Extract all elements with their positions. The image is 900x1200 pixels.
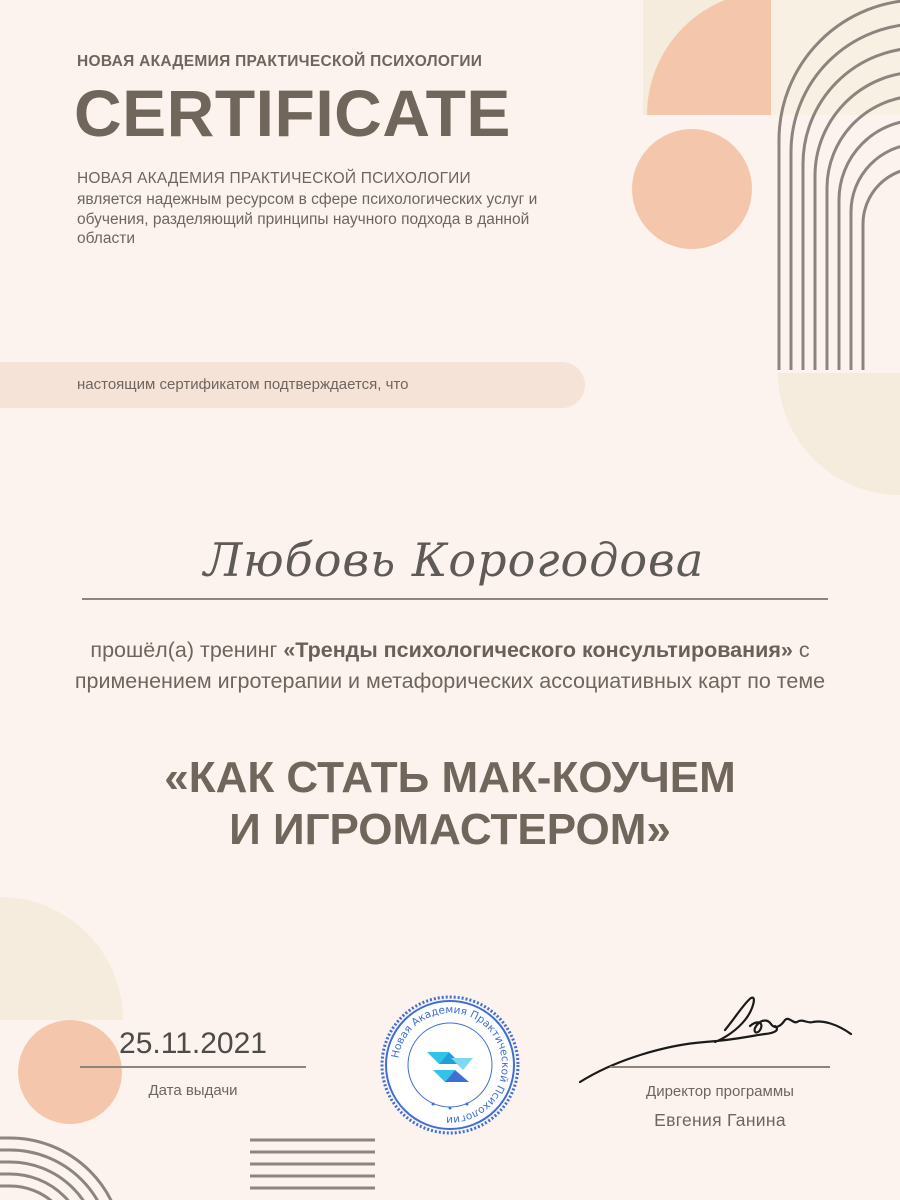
director-line [610,1066,830,1068]
deco-bottom-lines [250,1140,375,1188]
academy-name: НОВАЯ АКАДЕМИЯ ПРАКТИЧЕСКОЙ ПСИХОЛОГИИ [77,170,471,187]
desc-prefix: прошёл(а) тренинг [90,638,284,662]
academy-description: является надежным ресурсом в сфере психологических услуг и обучения, разделяющий принципы научного подхода в данной области [77,191,538,247]
seal-ring-textpath: Новая Академия Практической Психологии [389,1003,512,1127]
academy-header: НОВАЯ АКАДЕМИЯ ПРАКТИЧЕСКОЙ ПСИХОЛОГИИ [77,53,483,70]
director-name: Евгения Ганина [654,1110,786,1130]
issue-date-line [80,1066,306,1068]
director-title: Директор программы [646,1083,794,1100]
seal-dot [449,1107,452,1110]
recipient-underline [82,598,828,600]
academy-seal-icon [375,990,525,1140]
deco-circle-peach [632,129,752,249]
deco-rect-right [771,0,900,115]
confirm-text: настоящим сертификатом подтверждается, что [77,376,409,393]
certificate-title: CERTIFICATE [74,76,511,150]
seal-dot [466,1103,469,1106]
topic-line-1: «КАК СТАТЬ МАК-КОУЧЕМ [164,753,736,802]
issue-date: 25.11.2021 [119,1027,267,1060]
signature-scribble [575,990,865,1090]
training-name: «Тренды психологического консультирования» [283,638,793,662]
issue-date-label: Дата выдачи [148,1082,238,1099]
seal-ring [386,1001,514,1129]
deco-half-beige-left [0,897,123,1020]
deco-half-beige-right [778,373,900,495]
deco-bottom-arcs [0,1138,123,1200]
seal-dot [432,1103,435,1106]
training-description [60,635,840,697]
recipient-name: Любовь Корогодова [203,533,705,587]
desc-suffix: с применением игротерапии и метафорических ассоциативных карт по теме [74,638,826,693]
training-topic [40,752,860,856]
signature-stroke [580,998,851,1082]
topic-line-2: И ИГРОМАСТЕРОМ» [229,805,671,854]
